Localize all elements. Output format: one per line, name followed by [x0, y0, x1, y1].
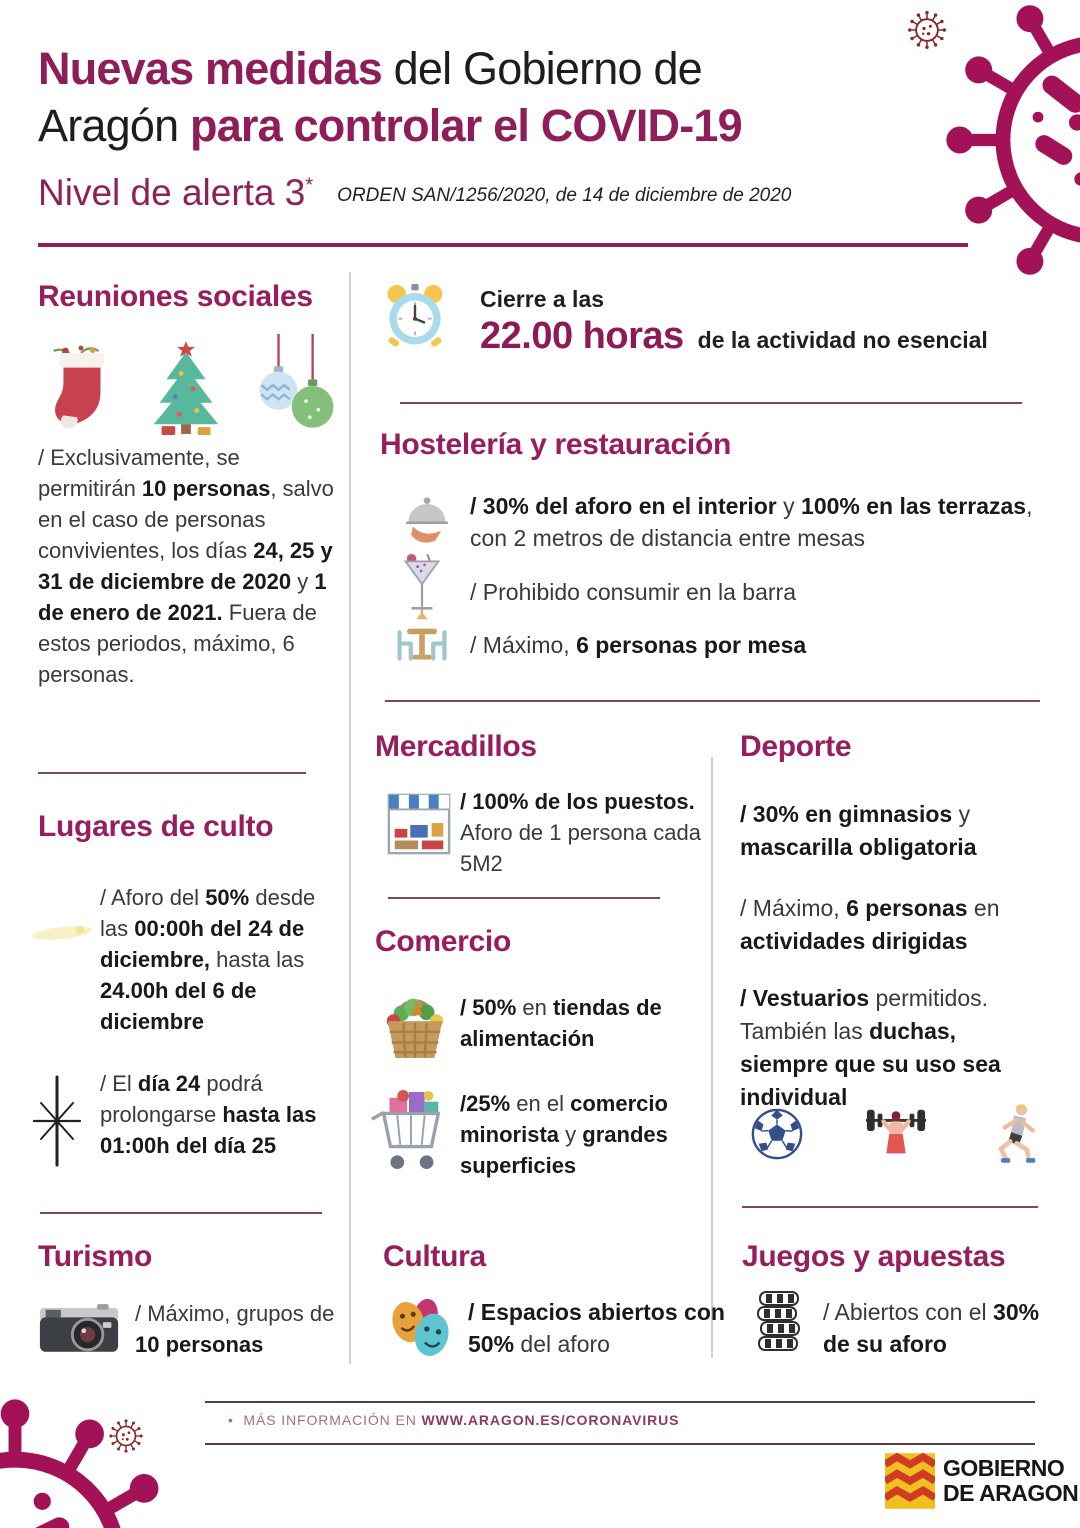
closure-time: 22.00 horas	[480, 315, 684, 357]
christmas-icons-row	[42, 332, 342, 440]
page-title-line2: Aragón para controlar el COVID-19	[38, 100, 742, 151]
section-title-comercio: Comercio	[375, 925, 511, 958]
column-divider	[349, 272, 351, 1364]
closure-intro: Cierre a las	[480, 286, 605, 312]
mercadillos-item: / 100% de los puestos. Aforo de 1 persona cada 5M2	[460, 789, 701, 876]
gobierno-aragon-logo	[885, 1452, 1078, 1510]
bethlehem-star-icon	[28, 1075, 86, 1167]
page-title-line1: Nuevas medidas del Gobierno de	[38, 43, 702, 94]
order-reference: ORDEN SAN/1256/2020, de 14 de diciembre de 2020	[337, 185, 792, 206]
hosteleria-item-3: / Máximo, 6 personas por mesa	[470, 632, 807, 658]
weightlifter-icon	[860, 1103, 932, 1165]
section-title-cultura: Cultura	[383, 1240, 486, 1273]
section-title-mercadillos: Mercadillos	[375, 730, 537, 763]
footer-info-prefix: MÁS INFORMACIÓN EN	[243, 1412, 422, 1428]
deporte-item-3: / Vestuarios permitidos. También las duchas, siempre que su uso sea individual	[740, 985, 1001, 1110]
sport-icons-row	[750, 1102, 1040, 1166]
logo-line1: GOBIERNO	[943, 1455, 1065, 1481]
runner-icon	[988, 1102, 1040, 1166]
section-rule	[742, 1206, 1038, 1208]
deporte-item-1: / 30% en gimnasios y mascarilla obligatoria	[740, 801, 977, 860]
food-basket-icon	[380, 988, 450, 1062]
camera-icon	[38, 1296, 120, 1356]
alert-asterisk: *	[305, 174, 314, 197]
section-title-deporte: Deporte	[740, 730, 852, 763]
virus-small-icon	[105, 1415, 147, 1457]
aragon-flag-icon	[885, 1452, 935, 1510]
section-rule	[38, 772, 306, 774]
closure-block	[480, 286, 988, 358]
shooting-star-icon	[30, 920, 94, 946]
comercio-item-2: /25% en el comercio minorista y grandes superficies	[460, 1091, 668, 1178]
cocktail-icon	[402, 552, 442, 616]
section-title-juegos: Juegos y apuestas	[742, 1240, 1006, 1273]
christmas-stocking-icon	[42, 340, 120, 440]
footer-info	[228, 1412, 679, 1428]
comercio-item-1: / 50% en tiendas de alimentación	[460, 995, 662, 1051]
turismo-item: / Máximo, grupos de 10 personas	[135, 1301, 335, 1357]
lugares-item-2: / El día 24 podrá prolongarse hasta las 01:00h del día 25	[100, 1071, 317, 1158]
christmas-tree-icon	[142, 338, 230, 440]
deporte-item-2: / Máximo, 6 personas en actividades dirigidas	[740, 895, 1000, 954]
section-title-reuniones: Reuniones sociales	[38, 280, 313, 313]
virus-large-icon	[945, 0, 1080, 295]
serving-cloche-icon	[402, 490, 452, 548]
section-rule	[40, 1212, 322, 1214]
lugares-item-1: / Aforo del 50% desde las 00:00h del 24 de diciembre, hasta las 24.00h del 6 de diciembre	[100, 885, 316, 1034]
cultura-item: / Espacios abiertos con 50% del aforo	[468, 1299, 725, 1357]
virus-large-icon	[0, 1398, 180, 1528]
section-rule	[400, 402, 1022, 404]
alert-row	[38, 172, 791, 214]
column-divider	[711, 757, 713, 1358]
poker-chips-icon	[752, 1290, 806, 1354]
shopping-cart-icon	[368, 1086, 450, 1174]
alarm-clock-icon	[383, 280, 447, 352]
section-title-hosteleria: Hostelería y restauración	[380, 428, 731, 461]
baubles-icon	[252, 332, 342, 440]
market-stall-icon	[385, 790, 453, 858]
reuniones-body: / Exclusivamente, se permitirán 10 personas, salvo en el caso de personas convivientes, los días 24, 25 y 31 de diciembre de 2020 y 1 de enero de 2021. Fuera de estos periodos, máximo, 6 personas.	[38, 445, 334, 687]
table-chairs-icon	[392, 608, 452, 666]
footer-rule-top	[205, 1401, 1035, 1403]
header-rule	[38, 243, 968, 247]
footer-bullet: •	[228, 1412, 234, 1428]
logo-text	[943, 1456, 1078, 1506]
virus-small-icon	[903, 6, 951, 54]
hosteleria-item-1: / 30% del aforo en el interior y 100% en las terrazas, con 2 metros de distancia entre mesas	[470, 493, 1033, 551]
alert-level: Nivel de alerta 3*	[38, 172, 314, 213]
theater-masks-icon	[383, 1290, 459, 1362]
section-rule	[385, 700, 1040, 702]
section-rule	[388, 897, 660, 899]
juegos-item: / Abiertos con el 30% de su aforo	[823, 1299, 1040, 1357]
section-title-turismo: Turismo	[38, 1240, 153, 1273]
closure-suffix: de la actividad no esencial	[697, 327, 988, 353]
logo-line2: DE ARAGON	[943, 1480, 1079, 1506]
section-title-lugares: Lugares de culto	[38, 810, 274, 843]
soccer-ball-icon	[750, 1107, 804, 1161]
page-title	[38, 40, 898, 154]
hosteleria-item-2: / Prohibido consumir en la barra	[470, 579, 796, 605]
footer-rule-bottom	[205, 1443, 1035, 1445]
footer-info-url[interactable]: WWW.ARAGON.ES/CORONAVIRUS	[421, 1412, 680, 1428]
